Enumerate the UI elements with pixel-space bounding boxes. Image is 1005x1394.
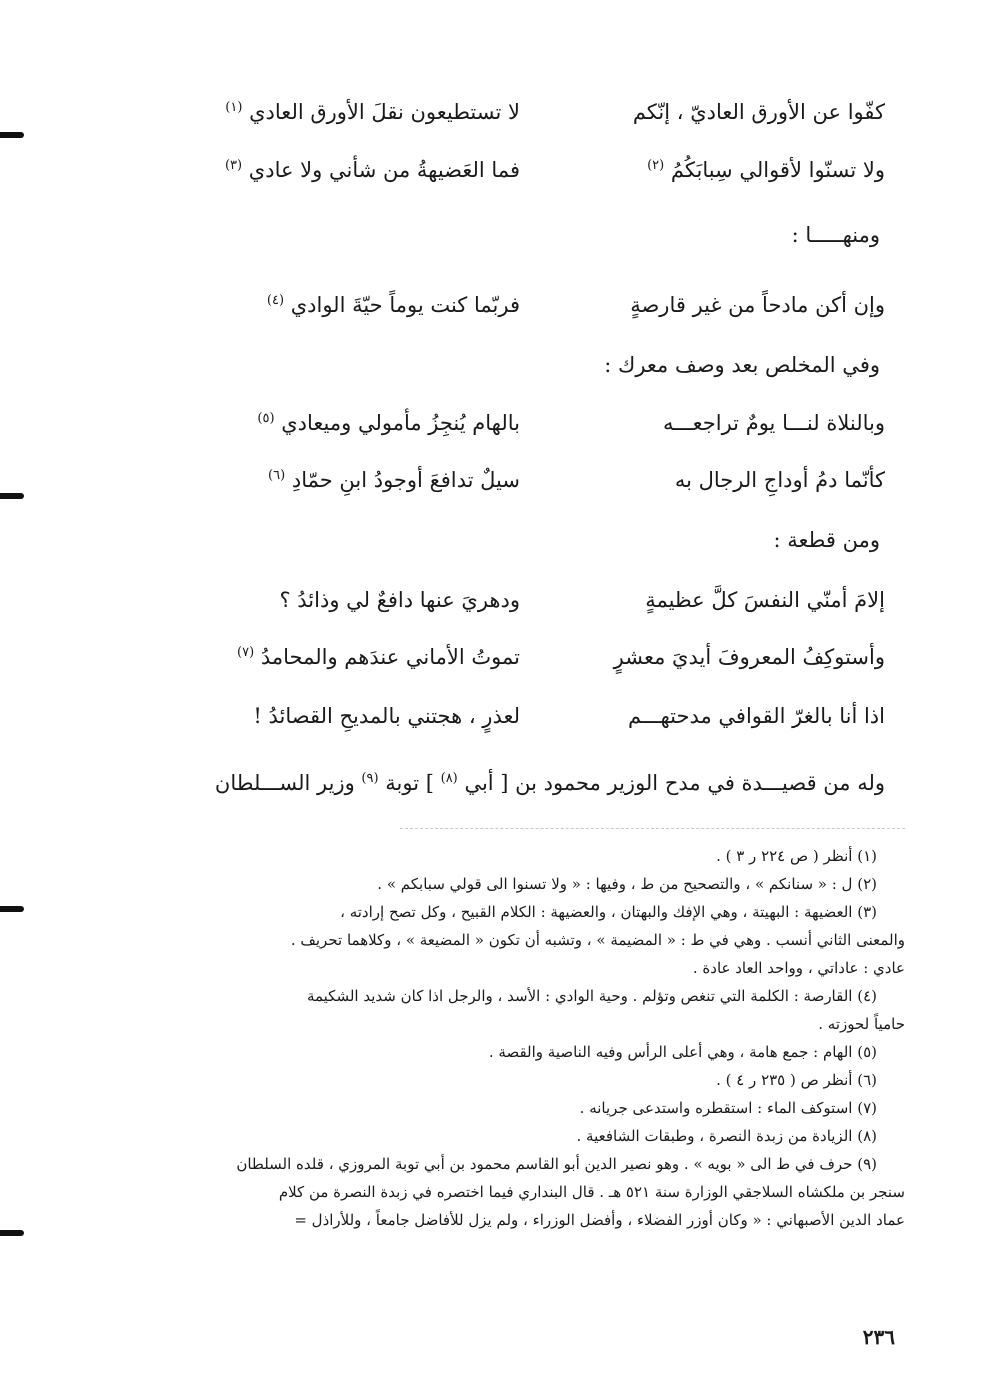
hemistich-text: لا تستطيعون نقلَ الأورق العادي	[249, 100, 520, 124]
page-number: ٢٣٦	[862, 1325, 895, 1349]
hemistich-text: فما العَضيهةُ من شأني ولا عادي	[248, 158, 520, 182]
footnote-line: (٣) العضيهة : البهيتة ، وهي الإفك والبهتان ، والعضيهة : الكلام القبيح ، وكل تصح إرادته ،	[340, 903, 877, 921]
hemistich-text: فربّما كنت يوماً حيّةَ الوادي	[290, 293, 520, 317]
verse-first-hemistich: وبالنلاة لنـــا يومٌ تراجعـــه	[662, 411, 885, 435]
verse-first-hemistich: اذا أنا بالغرّ القوافي مدحتهـــم	[628, 704, 885, 728]
verse-line	[160, 460, 900, 500]
footnote-line: (٧) استوكف الماء : استقطره واستدعى جريانه .	[579, 1099, 877, 1117]
verse-second-hemistich	[200, 460, 520, 500]
footnote-line: سنجر بن ملكشاه السلاجقي الوزارة سنة ٥٢١ هـ . قال البنداري فيما اختصره في زبدة النصرة من كلام	[278, 1183, 905, 1201]
verse-second-hemistich	[200, 150, 520, 190]
verse-line	[160, 403, 900, 443]
verse-second-hemistich: ودهريَ عنها دافعٌ لي وذائدُ ؟	[279, 588, 520, 612]
footnote-ref: (٥)	[257, 411, 275, 426]
footnote-ref: (٩)	[361, 771, 379, 786]
footnotes	[150, 842, 905, 1234]
hemistich-text: ولا تسنّوا لأقوالي سِبابَكُمُ	[670, 158, 885, 182]
footnote-ref: (١)	[225, 100, 243, 115]
footnote-ref: (٢)	[647, 158, 665, 173]
footnote-ref: (٨)	[440, 771, 458, 786]
margin-mark	[0, 906, 24, 912]
hemistich-text: بالهام يُنجِزُ مأمولي وميعادي	[281, 411, 520, 435]
verse-second-hemistich	[200, 403, 520, 443]
verse-first-hemistich	[565, 150, 885, 190]
section-intro: ومنهـــــا :	[791, 223, 880, 247]
verse-first-hemistich: كفّوا عن الأورق العاديّ ، إنّكم	[632, 100, 885, 124]
verse-first-hemistich: وأستوكِفُ المعروفَ أيديَ معشرٍ	[613, 645, 885, 669]
footnote-ref: (٦)	[268, 468, 286, 483]
verse-line	[160, 637, 900, 677]
footnote-line: والمعنى الثاني أنسب . وهي في ط : « المضيمة » ، وتشبه أن تكون « المضيعة » ، وكلاهما تحريف .	[290, 931, 905, 949]
verse-line	[160, 92, 900, 132]
verse-first-hemistich: إلامَ أمنّي النفسَ كلَّ عظيمةٍ	[645, 588, 885, 612]
footnote-line: (٩) حرف في ط الى « بويه » . وهو نصير الدين أبو القاسم محمود بن أبي توبة المروزي ، قلده السلطان	[236, 1155, 877, 1173]
footnote-separator	[400, 828, 905, 829]
hemistich-text: سيلٌ تدافعَ أوجودُ ابنِ حمّادِ	[291, 468, 520, 492]
verse-second-hemistich	[200, 637, 520, 677]
footnote-line: (٨) الزيادة من زبدة النصرة ، وطبقات الشافعية .	[576, 1127, 877, 1145]
footnote-line: (٦) أنظر ص ( ٢٣٥ ر ٤ ) .	[716, 1071, 877, 1089]
verse-line	[160, 580, 900, 620]
footnote-line: عماد الدين الأصبهاني : « وكان أوزر الفضلاء ، وأفضل الوزراء ، ولم يزل للأفاضل جامعاً ، وللأراذل =	[294, 1211, 905, 1229]
verse-first-hemistich: كأنّما دمُ أوداجِ الرجال به	[674, 468, 885, 492]
hemistich-text: تموتُ الأماني عندَهم والمحامدُ	[260, 645, 520, 669]
intro-text: وله من قصيـــدة في مدح الوزير محمود بن [ أبي	[464, 771, 885, 795]
section-intro: وفي المخلص بعد وصف معرك :	[604, 353, 880, 377]
section-intro: ومن قطعة :	[773, 528, 880, 552]
poem-intro-line	[140, 763, 885, 803]
footnote-ref: (٧)	[237, 645, 255, 660]
intro-text: وزير الســـلطان	[214, 771, 355, 795]
footnote-line: عادي : عاداتي ، وواحد العاد عادة .	[692, 959, 905, 977]
footnote-ref: (٣)	[224, 158, 243, 173]
footnote-ref: (٤)	[266, 293, 285, 308]
footnote-line: (٤) القارصة : الكلمة التي تنغص وتؤلم . وحية الوادي : الأسد ، والرجل اذا كان شديد الشكيمة	[306, 987, 877, 1005]
margin-mark	[0, 1230, 24, 1236]
footnote-line: حامياً لحوزته .	[818, 1015, 905, 1033]
margin-mark	[0, 493, 24, 499]
verse-second-hemistich	[200, 285, 520, 325]
verse-second-hemistich	[200, 92, 520, 132]
verse-first-hemistich: وإن أكن مادحاً من غير قارصةٍ	[630, 293, 885, 317]
footnote-line: (٢) ل : « سنانكم » ، والتصحيح من ط ، وفيها : « ولا تسنوا الى قولي سبابكم » .	[377, 875, 877, 893]
footnote-line: (٥) الهام : جمع هامة ، وهي أعلى الرأس وفيه الناصية والقصة .	[488, 1043, 877, 1061]
verse-line	[160, 696, 900, 736]
verse-line	[160, 285, 900, 325]
intro-text: ] توبة	[385, 771, 434, 795]
margin-mark	[0, 132, 24, 138]
footnote-line: (١) أنظر ( ص ٢٢٤ ر ٣ ) .	[716, 847, 877, 865]
verse-second-hemistich: لعذرٍ ، هجتني بالمديحِ القصائدُ !	[253, 704, 520, 728]
verse-line	[160, 150, 900, 190]
